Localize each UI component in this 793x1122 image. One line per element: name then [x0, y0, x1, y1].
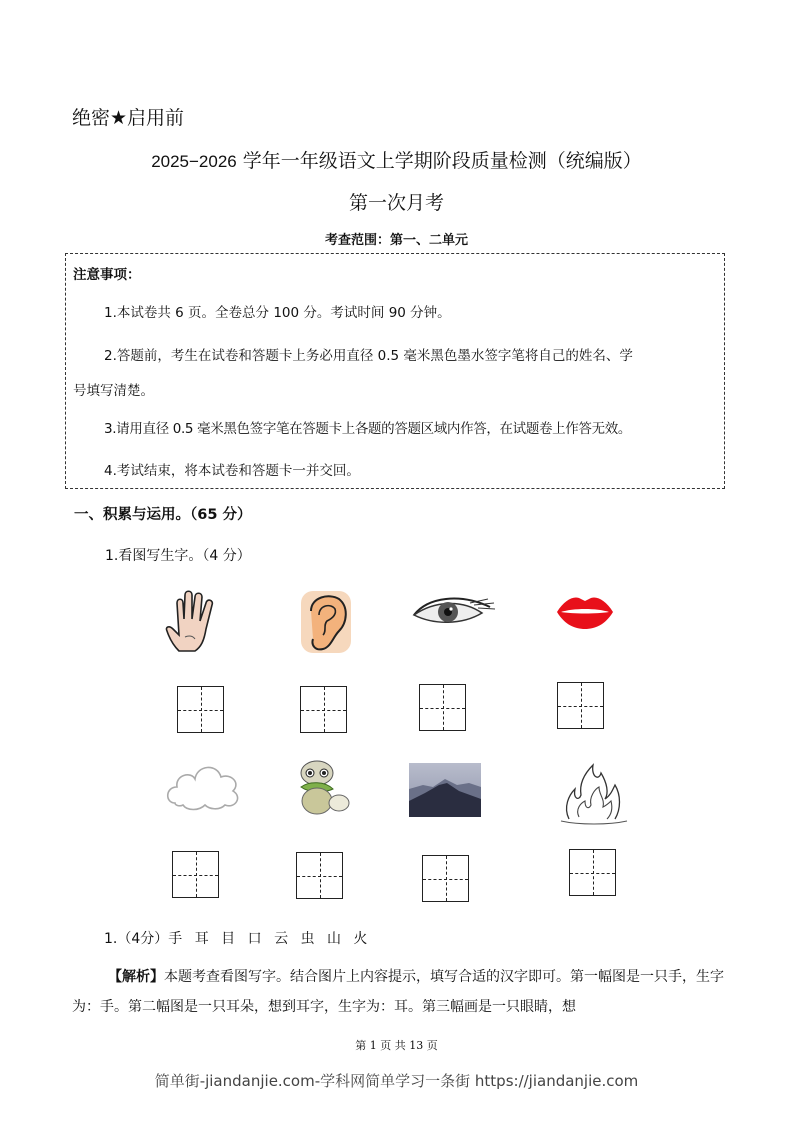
caterpillar-icon [295, 759, 351, 819]
writing-grid-1[interactable] [177, 686, 224, 733]
notice-item-1: 1.本试卷共 6 页。全卷总分 100 分。考试时间 90 分钟。 [104, 305, 451, 321]
writing-grid-5[interactable] [172, 851, 219, 898]
exam-scope: 考查范围：第一、二单元 [324, 233, 468, 248]
section-heading: 一、积累与运用。（65 分） [74, 507, 252, 523]
hand-icon [165, 589, 221, 653]
notice-item-4: 4.考试结束，将本试卷和答题卡一并交回。 [104, 463, 360, 479]
bug-picture [294, 758, 352, 820]
analysis-label: 【解析】 [108, 969, 164, 985]
title-text: 学年一年级语文上学期阶段质量检测（统编版） [236, 150, 642, 172]
confidential-label: 绝密★启用前 [72, 107, 185, 129]
writing-grid-4[interactable] [557, 682, 604, 729]
notice-item-3: 3.请用直径 0.5 毫米黑色签字笔在答题卡上各题的答题区域内作答，在试题卷上作答无效。 [104, 421, 632, 437]
eye-picture [410, 590, 496, 632]
ear-icon [301, 591, 351, 653]
exam-title [0, 146, 793, 173]
cloud-icon [165, 761, 241, 811]
writing-grid-3[interactable] [419, 684, 466, 731]
watermark-footer: 简单街-jiandanjie.com-学科网简单学习一条街 https://jiandanjie.com [154, 1072, 639, 1090]
answer-line: 1.（4分）手 耳 目 口 云 虫 山 火 [104, 931, 368, 947]
notice-title: 注意事项： [73, 267, 141, 283]
eye-icon [410, 591, 496, 631]
exam-subtitle: 第一次月考 [348, 192, 444, 214]
ear-picture [299, 590, 353, 654]
writing-grid-2[interactable] [300, 686, 347, 733]
writing-grid-8[interactable] [569, 849, 616, 896]
page-number: 第 1 页 共 13 页 [355, 1039, 438, 1052]
hand-picture [164, 588, 222, 654]
question-1: 1.看图写生字。（4 分） [105, 548, 251, 564]
title-year: 2025−2026 [151, 152, 237, 171]
notice-item-2-cont: 号填写清楚。 [73, 383, 154, 399]
notice-item-2: 2.答题前，考生在试卷和答题卡上务必用直径 0.5 毫米黑色墨水签字笔将自己的姓名、学 [104, 348, 633, 364]
mouth-picture [554, 592, 616, 632]
analysis-paragraph [72, 962, 724, 1022]
fire-icon [559, 759, 629, 827]
mountain-picture [409, 763, 481, 817]
notice-box [65, 253, 725, 489]
fire-picture [558, 758, 630, 828]
writing-grid-7[interactable] [422, 855, 469, 902]
writing-grid-6[interactable] [296, 852, 343, 899]
lips-icon [555, 593, 615, 631]
analysis-text: 本题考查看图写字。结合图片上内容提示，填写合适的汉字即可。第一幅图是一只手，生字为：手。第二幅图是一只耳朵，想到耳字，生字为：耳。第三幅画是一只眼睛，想 [72, 969, 724, 1015]
cloud-picture [165, 760, 241, 812]
mountain-icon [409, 763, 481, 817]
